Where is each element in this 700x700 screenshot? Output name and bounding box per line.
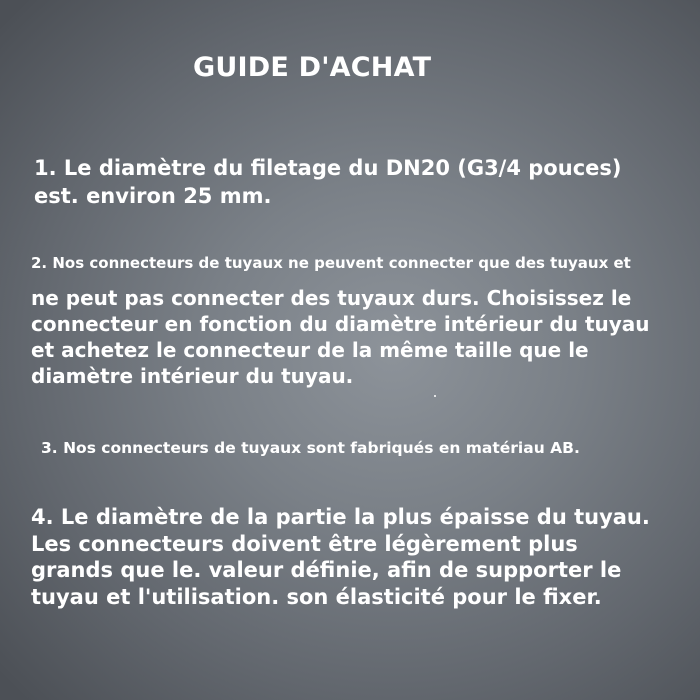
guide-item-4-line: tuyau et l'utilisation. son élasticité pour le fixer. [31, 584, 602, 609]
stray-dot [434, 395, 436, 397]
guide-item-2-line: et achetez le connecteur de la même taille que le [31, 338, 589, 362]
guide-item-4-line: grands que le. valeur définie, afin de supporter le [31, 558, 622, 582]
guide-item-2-line: connecteur en fonction du diamètre intérieur du tuyau [31, 312, 650, 336]
guide-item-1-line: 1. Le diamètre du filetage du DN20 (G3/4 pouces) [34, 156, 622, 180]
guide-item-3 [41, 438, 580, 458]
guide-item-4-line: 4. Le diamètre de la partie la plus épaisse du tuyau. [31, 505, 650, 529]
guide-item-2-continuation [31, 285, 650, 389]
guide-item-4-line: Les connecteurs doivent être légèrement plus [31, 531, 578, 556]
guide-item-2-intro-line: 2. Nos connecteurs de tuyaux ne peuvent connecter que des tuyaux et [31, 254, 631, 272]
page-title: GUIDE D'ACHAT [193, 52, 432, 83]
guide-item-1-line: est. environ 25 mm. [34, 184, 272, 208]
guide-item-2-line: ne peut pas connecter des tuyaux durs. Choisissez le [31, 286, 632, 310]
guide-item-4 [31, 504, 650, 610]
guide-item-2-intro [31, 253, 631, 273]
guide-item-2-line: diamètre intérieur du tuyau. [31, 364, 354, 388]
guide-item-1 [34, 154, 621, 210]
guide-item-3-line: 3. Nos connecteurs de tuyaux sont fabriqués en matériau AB. [41, 439, 580, 457]
